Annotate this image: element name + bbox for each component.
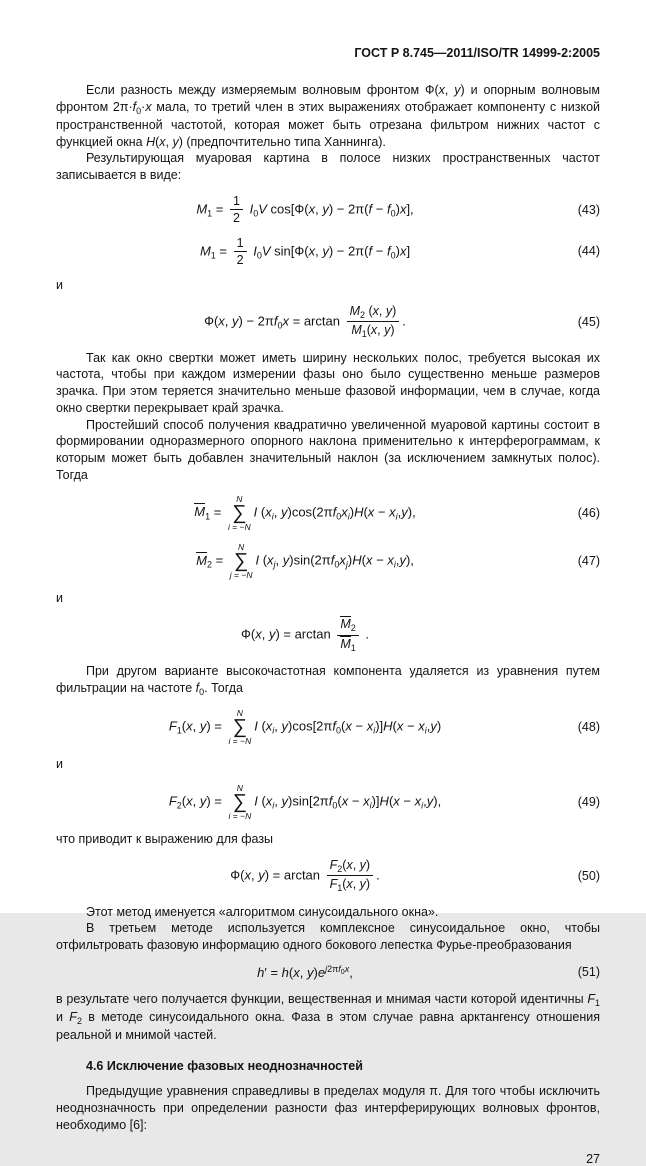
- equation-45: [56, 304, 600, 340]
- paragraph: в результате чего получается функции, вещественная и мнимая части которой идентичны $F_1$ и $F_2$ в методе синусоидального окна. Фаза в этом случае равна арктангенсу отношения реальной и мнимой частей.: [56, 991, 600, 1042]
- equation-49: [56, 783, 600, 821]
- paragraph: что приводит к выражению для фазы: [56, 832, 274, 847]
- equation-46: [56, 494, 600, 532]
- equation-50: [56, 858, 600, 894]
- equation-body: $M_1$ = $\frac{1}{2}$ $I_0V$ cos[Ф(x, $y) - 2\pi(f - f_0)x$],: [196, 193, 414, 226]
- equation-body: $F_2(x$, y) = N ∑ i = −N I ($x_i$, $y)\sin[2\pi f_0(x - x_i)]H(x - x_i,y)$,: [168, 782, 442, 822]
- equation-body: $M_1$ = $\frac{1}{2}$ $I_0V$ sin[Ф(x, $y) - 2\pi(f - f_0)x$]: [199, 235, 411, 267]
- equation-body: Ф(x, $y) - 2\pi f_0x = \arctan$ $\frac{M_2 (x, y)}{M_1(x, y)}$ .: [204, 304, 406, 340]
- connector-i: и: [56, 591, 63, 606]
- connector-i: и: [56, 757, 63, 772]
- equation-number: (45): [577, 314, 600, 329]
- paragraph: Результирующая муаровая картина в полосе низких пространственных частот записывается в виде:: [56, 151, 600, 183]
- equation-body: Ф(x, y) = arctan $\frac{M_2}{M_1}$ .: [240, 617, 369, 653]
- equation-body: Ф(x, y) = arctan $\frac{F_2(x, y)}{F_1(x, y)}$ .: [230, 857, 380, 894]
- equation-43: [56, 194, 600, 226]
- connector-i: и: [56, 278, 63, 293]
- equation-number: (46): [577, 505, 600, 520]
- equation-number: (47): [577, 554, 600, 569]
- equation-body: $M_1$ = N ∑ i = −N I ($x_i$, $y)\cos(2\pi f_0x_i)H(x - x_i,y)$,: [194, 493, 416, 532]
- paragraph: В третьем методе используется комплексное синусоидальное окно, чтобы отфильтровать фазовую информацию одного бокового лепестка Фурье-преобразования: [56, 921, 600, 953]
- equation-47: [56, 542, 600, 580]
- equation-phase-moire: [56, 617, 600, 653]
- paragraph: Если разность между измеряемым волновым фронтом Ф(x, y) и опорным волновым фронтом $2\pi\cdot f_0\cdot x$ мала, то третий член в этих выражениях отображает компоненту с низкой пространственной частотой, которая может быть отрезана фильтром нижних частот с функцией окна H(x, y) (предпочтительно типа Ханнинга).: [56, 83, 600, 149]
- equation-number: (43): [577, 202, 600, 217]
- paragraph: Предыдущие уравнения справедливы в пределах модуля π. Для того чтобы исключить неоднозначность при определении разности фаз интерферирующих волновых фронтов, необходимо [6]:: [56, 1084, 600, 1132]
- page-number: 27: [586, 1151, 600, 1166]
- paragraph: Простейший способ получения квадратично увеличенной муаровой картины состоит в формировании одноразмерного опорного наклона применительно к интерферограммам, к которым может быть добавлен значительный наклон (за исключением замкнутых полос). Тогда: [56, 417, 600, 482]
- equation-body: $F_1(x$, y) = N ∑ i = −N I ($x_i$, $y)\cos[2\pi f_0(x - x_i)]H(x - x_i,y)$: [168, 707, 442, 746]
- equation-number: (51): [577, 965, 600, 980]
- document-header: ГОСТ Р 8.745—2011/ISO/TR 14999-2:2005: [354, 46, 600, 60]
- equation-number: (49): [577, 795, 600, 810]
- paragraph: Этот метод именуется «алгоритмом синусоидального окна».: [86, 904, 439, 919]
- paragraph: Так как окно свертки может иметь ширину нескольких полос, требуется высокая их частота, чтобы при каждом измерении фазы оно было существенно меньше размеров зрачка. При этом теряется значительно меньше фазовой информации, чем в случае, когда окно свертки перекрывает край зрачка.: [56, 350, 600, 415]
- equation-48: [56, 708, 600, 746]
- equation-body: $M_2$ = N ∑ j = −N I ($x_j$, $y)\sin(2\pi f_0x_j)H(x - x_i,y)$,: [196, 542, 414, 581]
- equation-number: (48): [577, 719, 600, 734]
- section-heading-4-6: 4.6 Исключение фазовых неоднозначностей: [86, 1059, 363, 1074]
- paragraph: При другом варианте высокочастотная компонента удаляется из уравнения путем фильтрации на частоте $f_0$. Тогда: [56, 663, 600, 697]
- equation-number: (44): [577, 244, 600, 259]
- equation-51: [56, 964, 600, 981]
- equation-44: [56, 236, 600, 268]
- equation-number: (50): [577, 868, 600, 883]
- equation-body: h′ = h(x, $y)e^{j2\pi f_0x}$,: [257, 963, 353, 980]
